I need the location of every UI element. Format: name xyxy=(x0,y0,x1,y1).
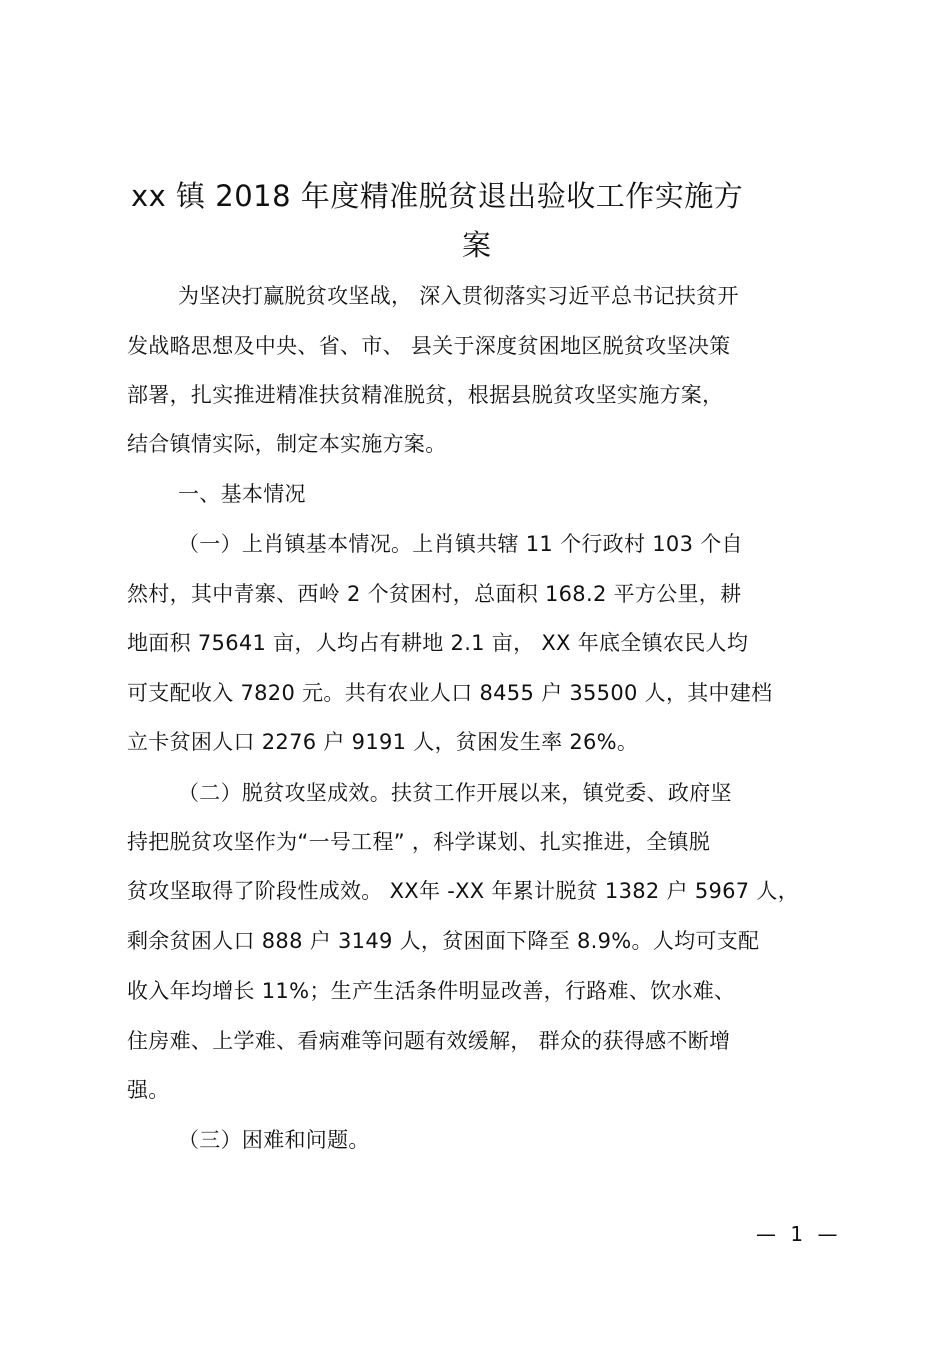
page-number: — 1 — xyxy=(756,1222,842,1246)
subsection-one-line-2: 然村，其中青寨、西岭 2 个贫困村，总面积 168.2 平方公里，耕 xyxy=(127,582,742,606)
intro-line-4: 结合镇情实际，制定本实施方案。 xyxy=(127,432,447,456)
subsection-two-line-6: 住房难、上学难、看病难等问题有效缓解， 群众的获得感不断增 xyxy=(127,1029,731,1053)
subsection-two-line-1: （二）脱贫攻坚成效。扶贫工作开展以来，镇党委、政府坚 xyxy=(178,781,732,805)
subsection-two-line-7: 强。 xyxy=(127,1078,170,1102)
subsection-two-line-5: 收入年均增长 11%；生产生活条件明显改善，行路难、饮水难、 xyxy=(127,979,736,1003)
subsection-two-line-4: 剩余贫困人口 888 户 3149 人，贫困面下降至 8.9%。人均可支配 xyxy=(127,929,760,953)
subsection-one-line-3: 地面积 75641 亩，人均占有耕地 2.1 亩， XX 年底全镇农民人均 xyxy=(127,631,749,655)
subsection-three-heading: （三）困难和问题。 xyxy=(178,1128,370,1152)
subsection-one-line-1: （一）上肖镇基本情况。上肖镇共辖 11 个行政村 103 个自 xyxy=(178,532,743,556)
intro-line-1: 为坚决打赢脱贫攻坚战， 深入贯彻落实习近平总书记扶贫开 xyxy=(178,284,739,308)
document-title-line-2: 案 xyxy=(462,228,492,262)
subsection-one-line-4: 可支配收入 7820 元。共有农业人口 8455 户 35500 人，其中建档 xyxy=(127,681,773,705)
section-heading-basic: 一、基本情况 xyxy=(178,482,306,506)
document-title-line-1: xx 镇 2018 年度精准脱贫退出验收工作实施方 xyxy=(131,179,744,213)
intro-line-3: 部署，扎实推进精准扶贫精准脱贫，根据县脱贫攻坚实施方案， xyxy=(127,383,724,407)
subsection-one-line-5: 立卡贫困人口 2276 户 9191 人，贫困发生率 26%。 xyxy=(127,730,639,754)
subsection-two-line-2: 持把脱贫攻坚作为“一号工程” ，科学谋划、扎实推进，全镇脱 xyxy=(127,830,711,854)
intro-line-2: 发战略思想及中央、省、市、 县关于深度贫困地区脱贫攻坚决策 xyxy=(127,334,731,358)
subsection-two-line-3: 贫攻坚取得了阶段性成效。 XX年 -XX 年累计脱贫 1382 户 5967 人， xyxy=(127,879,800,903)
